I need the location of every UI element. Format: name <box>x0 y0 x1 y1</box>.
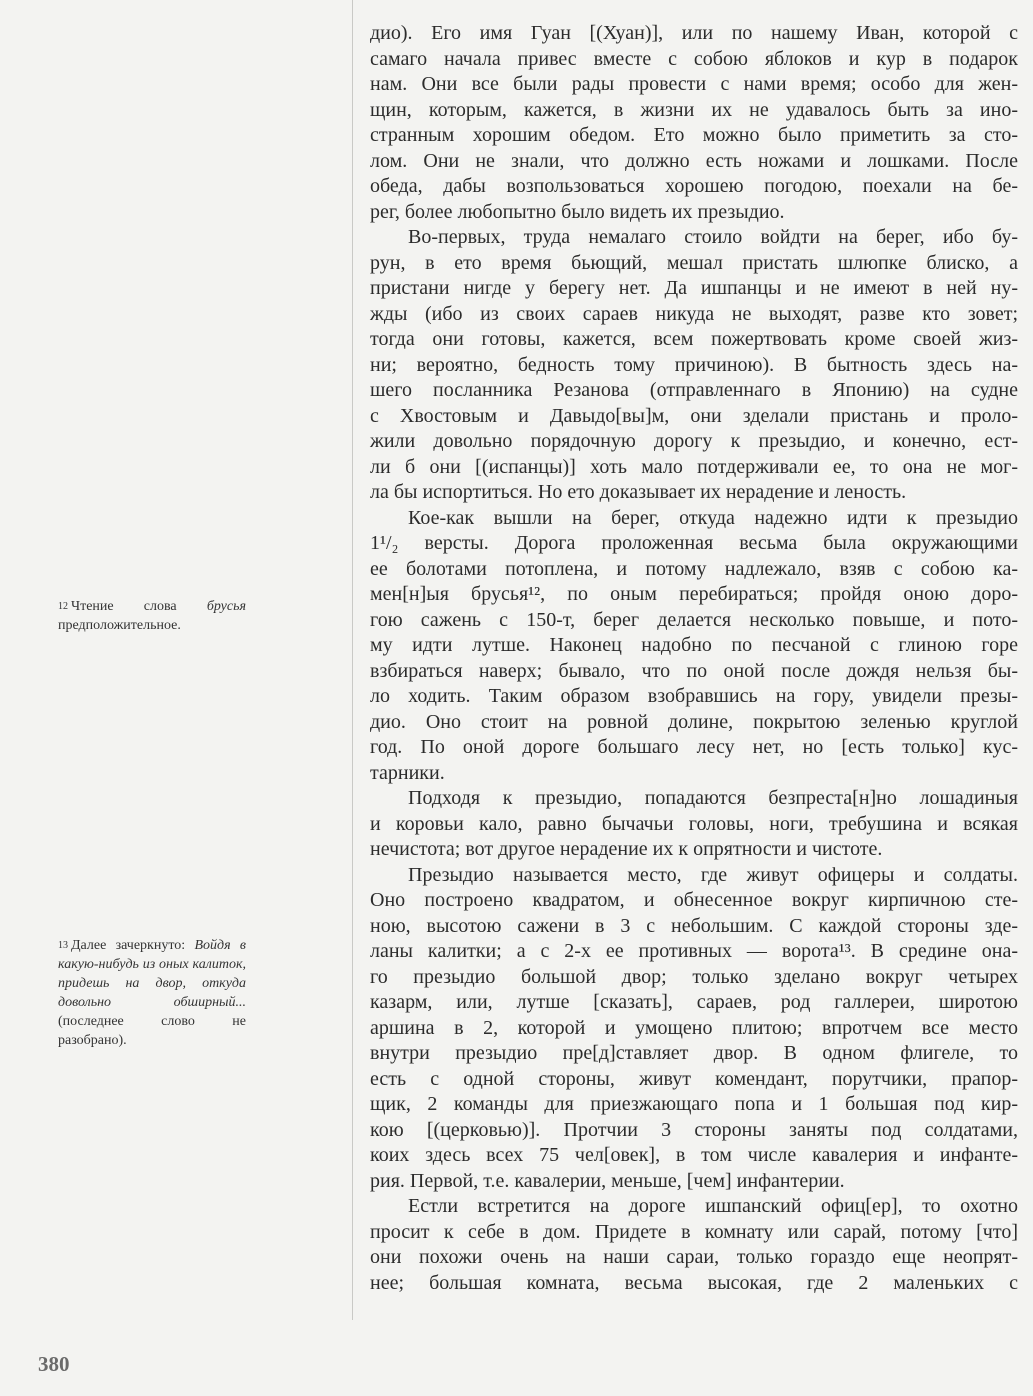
text-line: и коровьи кало, равно бычачьи головы, ноги, требушина и всякая <box>370 812 1018 835</box>
text-line: Презыдио называется место, где живут офицеры и солдаты. <box>408 863 1018 886</box>
footnote-number: 12 <box>58 601 68 612</box>
footnote-text: Чтение слова <box>71 599 207 614</box>
text-line: ли б они [(испанцы)] хоть мало потдерживали ее, то она не мог- <box>370 455 1018 478</box>
text-line: жды (ибо из своих сараев никуда не выходят, разве кто зовет; <box>370 302 1018 325</box>
text-line: щин, которым, кажется, в жизни их не удавалось быть за ино- <box>370 98 1018 121</box>
text-line: шего посланника Резанова (отправленнаго в Японию) на судне <box>370 379 1018 401</box>
text-line: обеда, дабы возпользоваться хорошею погодою, поехали на бе- <box>370 175 1018 197</box>
paragraph <box>370 786 1018 863</box>
footnote-italic: Войдя в какую-нибудь из оных калиток, придешь на двор, откуда довольно обширный... <box>58 938 247 1010</box>
text-line: кою [(церковью)]. Протчии 3 стороны заняты под солдатами, <box>370 1118 1018 1141</box>
text-line: аршина в 2, которой и умощено плитою; впротчем все место <box>370 1016 1018 1039</box>
text-line: внутри презыдио пре[д]ставляет двор. В одном флигеле, то <box>370 1042 1018 1064</box>
text-line: лом. Они не знали, что должно есть ножами и лошками. После <box>370 149 1018 172</box>
paragraph <box>370 21 1018 225</box>
footnote-text: (последнее слово не разобрано). <box>58 1014 246 1048</box>
text-line: тарники. <box>370 761 445 784</box>
text-line: дио. Оно стоит на ровной долине, покрытою зеленью круглой <box>370 710 1018 733</box>
text-line: коих здесь всех 75 чел[овек], в том числе кавалерия и инфанте- <box>370 1144 1018 1166</box>
text-line: рия. Первой, т.е. кавалерии, меньше, [чем] инфантерии. <box>370 1169 845 1192</box>
text-line: рег, более любопытно было видеть их презыдио. <box>370 200 785 223</box>
text-line: ее болотами потоплена, и потому надлежало, взяв с собою ка- <box>370 557 1018 580</box>
text-line: нечистота; вот другое нерадение их к опрятности и чистоте. <box>370 838 883 860</box>
text-line: год. По оной дороге большаго лесу нет, но [есть только] кус- <box>370 736 1018 758</box>
text-line: рун, в ето время бьющий, мешал пристать шлюпке блиско, а <box>370 251 1018 274</box>
text-line: странным хорошим обедом. Ето можно было приметить за сто- <box>370 124 1018 146</box>
text-line: казарм, или, лутше [сказать], сараев, род галлереи, широтою <box>370 991 1018 1013</box>
paragraph <box>370 506 1018 787</box>
text-line: Кое-как вышли на берег, откуда надежно идти к презыдио <box>408 506 1018 529</box>
text-line: 1¹/₂ версты. Дорога проложенная весьма была окружающими <box>370 532 1018 554</box>
text-line: гою сажень с 150-т, берег делается несколько повыше, и пото- <box>370 608 1018 631</box>
text-line: ло ходить. Таким образом взобравшись на гору, увидели презы- <box>370 685 1018 707</box>
text-line: Подходя к презыдио, попадаются безпреста[н]но лошадиныя <box>408 787 1018 809</box>
text-line: с Хвостовым и Давыдо[вы]м, они зделали пристань и проло- <box>370 404 1018 427</box>
text-line: го презыдио большой двор; только зделано вокруг четырех <box>370 965 1018 988</box>
column-divider <box>352 0 353 1320</box>
text-line: нее; большая комната, весьма высокая, где 2 маленьких с <box>370 1271 1018 1294</box>
footnote-number: 13 <box>58 940 68 951</box>
text-line: дио). Его имя Гуан [(Хуан)], или по нашему Иван, которой с <box>370 22 1018 44</box>
text-line: ни; вероятно, бедность тому причиною). В бытность здесь на- <box>370 353 1018 376</box>
text-line: Во-первых, труда немалаго стоило войдти на берег, ибо бу- <box>408 226 1018 248</box>
text-line: ла бы испортиться. Но ето доказывает их нерадение и леность. <box>370 481 907 503</box>
text-line: ланы калитки; а с 2-х ее противных — ворота¹³. В средине она- <box>370 940 1018 962</box>
text-line: ною, высотою сажени в 3 с небольшим. С каждой стороны зде- <box>370 914 1018 937</box>
text-line: жили довольно порядочную дорогу к презыдио, и конечно, ест- <box>370 430 1018 452</box>
paragraph <box>370 225 1018 506</box>
footnote-text: предположительное. <box>58 618 181 633</box>
main-text <box>370 21 1018 1296</box>
footnote-13 <box>58 936 246 1050</box>
text-line: пристани нигде у берегу нет. Да ишпанцы и не имеют в ней ну- <box>370 277 1018 299</box>
footnote-12 <box>58 597 246 635</box>
text-line: есть с одной стороны, живут комендант, порутчики, прапор- <box>370 1067 1018 1090</box>
text-line: они похожи очень на наши сараи, только гораздо еще неопрят- <box>370 1246 1018 1268</box>
page-number: 380 <box>38 1352 70 1376</box>
text-line: нам. Они все были рады провести с нами время; особо для жен- <box>370 73 1018 95</box>
text-line: Оно построено квадратом, и обнесенное вокруг кирпичною сте- <box>370 889 1018 911</box>
footnote-text: Далее зачеркнуто: <box>71 938 195 953</box>
text-line: взбираться наверх; бывало, что по оной после дождя нельзя бы- <box>370 659 1018 682</box>
text-line: тогда они готовы, кажется, всем пожертвовать кроме своей жиз- <box>370 328 1018 350</box>
footnote-italic: брусья <box>206 599 246 614</box>
text-line: просит к себе в дом. Придете в комнату или сарай, потому [что] <box>370 1220 1018 1243</box>
text-line: мен[н]ыя брусья¹², по оным перебираться; пройдя оною доро- <box>370 583 1018 605</box>
text-line: самаго начала привес вместе с собою яблоков и кур в подарок <box>370 47 1018 70</box>
text-line: му идти лутше. Наконец надобно по песчаной с глиною горе <box>370 634 1018 656</box>
text-line: щик, 2 команды для приезжающаго попа и 1 большая под кир- <box>370 1093 1018 1115</box>
paragraph <box>370 1194 1018 1296</box>
text-line: Естли встретится на дороге ишпанский офиц[ер], то охотно <box>408 1195 1018 1217</box>
paragraph <box>370 863 1018 1195</box>
